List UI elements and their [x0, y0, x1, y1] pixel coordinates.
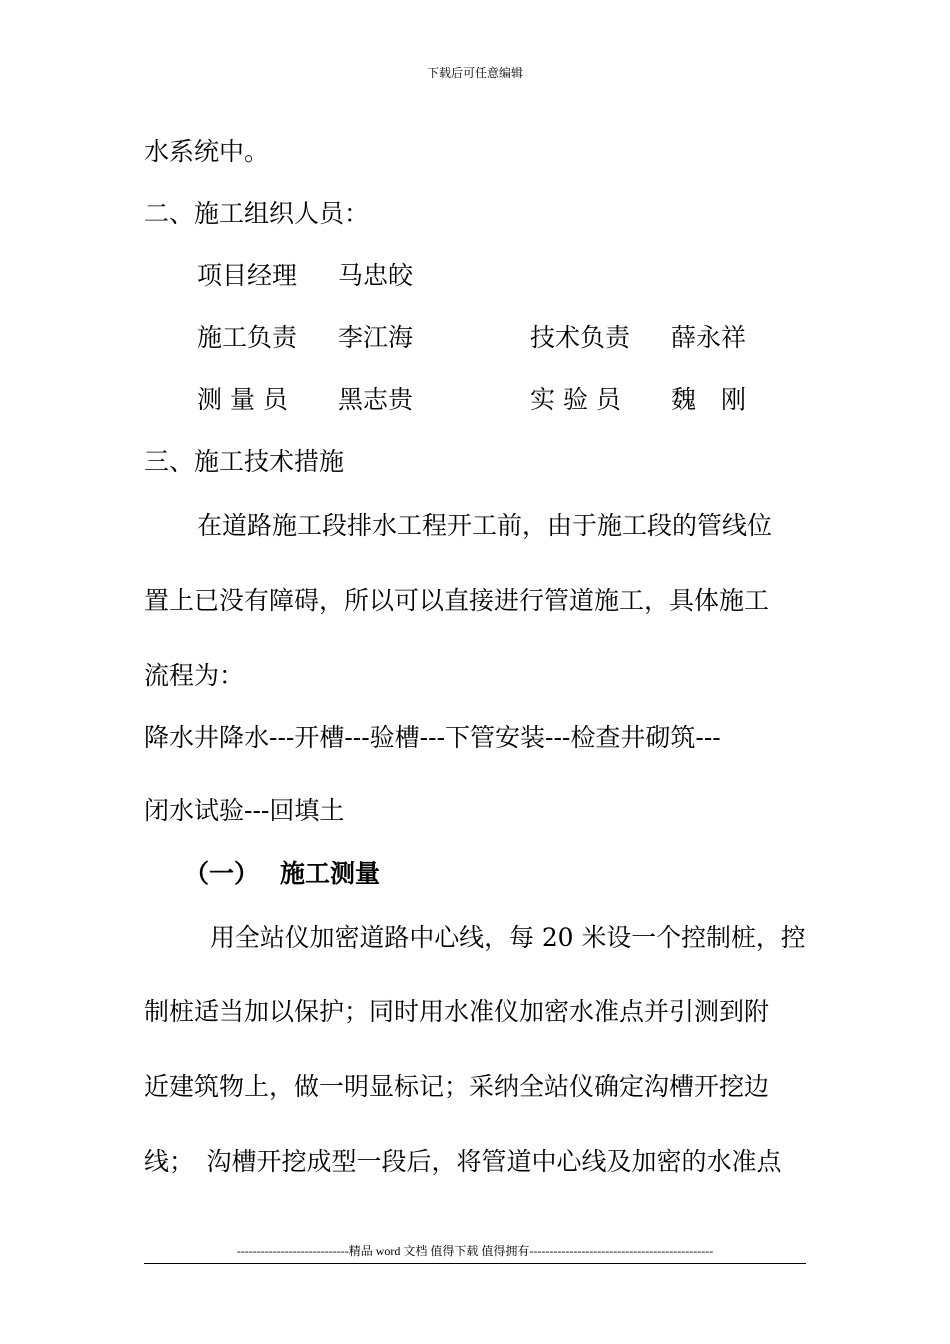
role-lab-technician: 实 验 员	[530, 385, 621, 414]
page-header: 下载后可任意编辑	[426, 66, 523, 80]
name-project-manager: 马忠皎	[338, 261, 414, 290]
role-construction-lead: 施工负责	[197, 323, 298, 352]
paragraph-line: 近建筑物上，做一明显标记；采纳全站仪确定沟槽开挖边	[144, 1072, 770, 1101]
section-title-personnel: 二、施工组织人员：	[144, 199, 370, 228]
role-surveyor: 测 量 员	[197, 385, 288, 414]
process-flow-line: 闭水试验---回填土	[144, 796, 345, 825]
role-technical-lead: 技术负责	[530, 323, 631, 352]
subsection-number: （一）	[184, 859, 260, 888]
text-line: 水系统中。	[144, 137, 270, 166]
role-project-manager: 项目经理	[197, 261, 298, 290]
paragraph-line: 线； 沟槽开挖成型一段后，将管道中心线及加密的水准点	[144, 1147, 782, 1176]
paragraph-line: 流程为：	[144, 661, 245, 690]
subsection-title-survey: 施工测量	[280, 859, 381, 888]
page-footer: ----------------------------精品 word 文档 值得下载 值得拥有----------------------------------------------	[236, 1244, 714, 1258]
name-surveyor: 黑志贵	[338, 385, 414, 414]
paragraph-line: 制桩适当加以保护；同时用水准仪加密水准点并引测到附	[144, 997, 770, 1026]
section-title-technical-measures: 三、施工技术措施	[144, 447, 345, 476]
footer-divider	[144, 1263, 806, 1264]
name-lab-technician: 魏 刚	[671, 385, 747, 414]
process-flow-line: 降水井降水---开槽---验槽---下管安装---检查井砌筑---	[144, 723, 721, 752]
name-construction-lead: 李江海	[338, 323, 414, 352]
paragraph-line: 在道路施工段排水工程开工前，由于施工段的管线位	[197, 511, 773, 540]
paragraph-line: 置上已没有障碍，所以可以直接进行管道施工，具体施工	[144, 586, 770, 615]
name-technical-lead: 薛永祥	[671, 323, 747, 352]
paragraph-line: 用全站仪加密道路中心线，每 20 米设一个控制桩，控	[210, 923, 806, 952]
